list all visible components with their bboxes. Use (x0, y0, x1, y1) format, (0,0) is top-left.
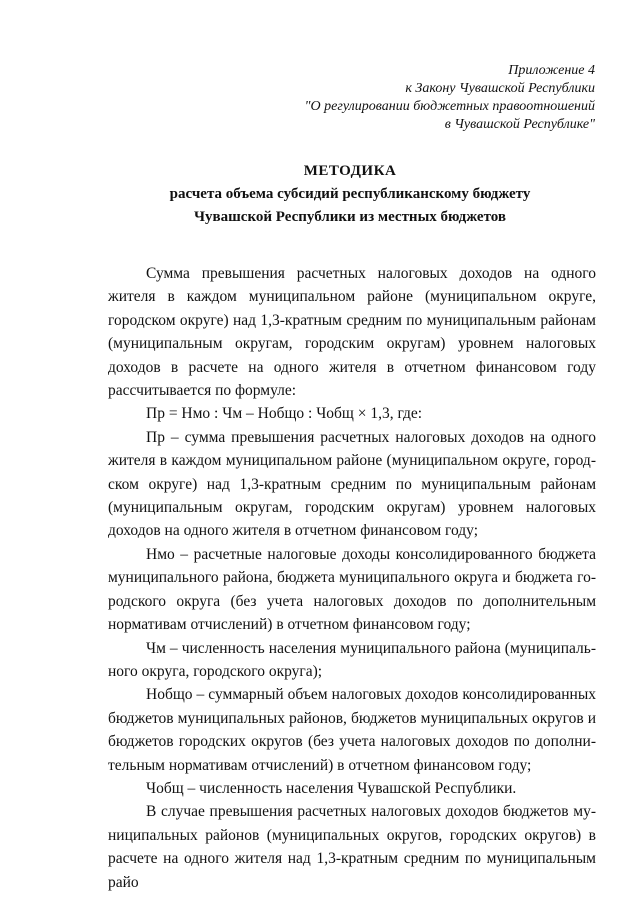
paragraph-excess-case: В случае превышения расчетных налоговых доходов бюджетов муниципальных районов (муниципальных округов, городских округов) в расчете на одного жителя над 1,3-кратным средним по муниципальным райо (108, 803, 596, 891)
appendix-number: Приложение 4 (508, 63, 595, 78)
document-title: МЕТОДИКА (303, 163, 397, 179)
appendix-law-title-line2: в Чувашской Республике" (444, 117, 595, 132)
document-subtitle-line2: Чувашской Республики из местных бюджетов (194, 209, 506, 225)
paragraph-formula: Пр = Нмо : Чм – Нобщо : Чобщ × 1,3, где: (146, 405, 423, 423)
paragraph-definition-nobscho: Нобщо – суммарный объем налоговых доходов консолидированных бюджетов муниципальных районов, бюджетов муниципальных округов и бюджетов городских округов (без учета налоговых доходов по дополнительным нормативам отчислений) в отчетном финансовом году; (108, 686, 596, 774)
paragraph-definition-nmo: Нмо – расчетные налоговые доходы консолидированного бюджета муниципального района, бюджета муниципального округа и бюджета городского округа (без учета налоговых доходов по дополнительным нормативам отчислений) в отчетном финансовом году; (108, 545, 596, 634)
appendix-law-reference: к Закону Чувашской Республики (405, 81, 595, 96)
paragraph-definition-pr: Пр – сумма превышения расчетных налоговых доходов на одного жителя в каждом муниципальном районе (муниципальном округе, городском округе) над 1,3-кратным средним по муниципальным районам (муниципальным округам, городским округам) уровнем налоговых доходов на одного жителя в отчетном финансовом году; (108, 428, 596, 540)
appendix-law-title-line1: "О регулировании бюджетных правоотношений (304, 99, 595, 114)
paragraph-definition-chobsch: Чобщ – численность населения Чувашской Республики. (146, 779, 517, 797)
document-subtitle-line1: расчета объема субсидий республиканскому бюджету (169, 186, 531, 202)
appendix-header (275, 62, 595, 134)
document-body (108, 262, 596, 894)
paragraph-intro: Сумма превышения расчетных налоговых доходов на одного жителя в каждом муниципальном районе (муниципальном округе, городском округе) над 1,3-кратным средним по муниципальным районам (муниципальным округам, городским округам) уровнем налоговых доходов в расчете на одного жителя в отчетном финансовом году рассчитывается по формуле: (108, 265, 596, 400)
paragraph-definition-chm: Чм – численность населения муниципального района (муниципального округа, городского округа); (108, 639, 596, 680)
